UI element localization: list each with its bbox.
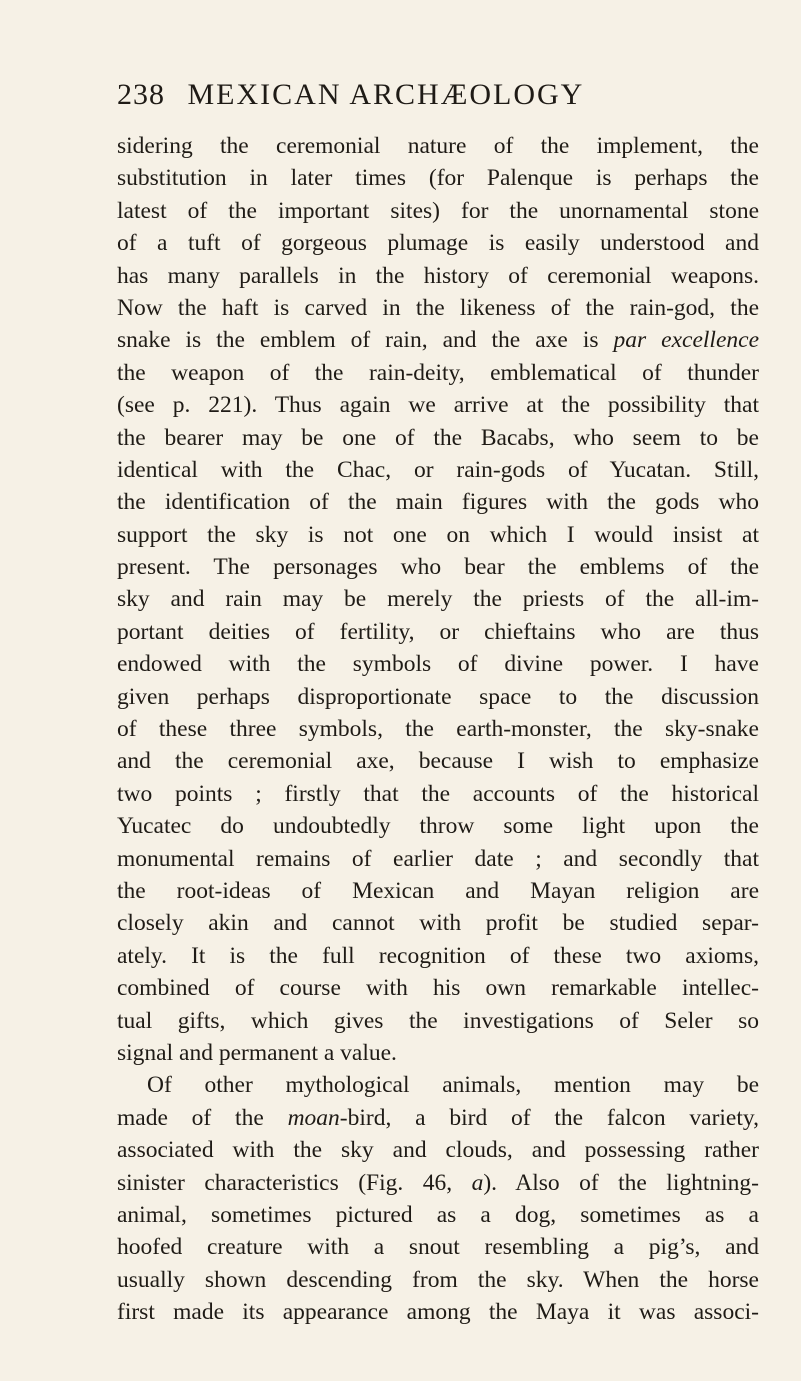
text-line: (see p. 221). Thus again we arrive at the possibility that (117, 392, 759, 419)
text-line: portant deities of fertility, or chieftains who are thus (117, 618, 759, 645)
text-line: monumental remains of earlier date ; and secondly that (117, 845, 759, 872)
text-run: sinister characteristics (Fig. 46, (117, 1169, 472, 1196)
text-line (117, 1167, 759, 1199)
text-line: of a tuft of gorgeous plumage is easily understood and (117, 230, 759, 257)
text-line: first made its appearance among the Maya it was associ- (117, 1299, 759, 1326)
text-line: sidering the ceremonial nature of the implement, the (117, 133, 759, 159)
text-line: the bearer may be one of the Bacabs, who seem to be (117, 424, 759, 451)
text-line: endowed with the symbols of divine power. I have (117, 651, 759, 678)
text-line: identical with the Chac, or rain-gods of Yucatan. Still, (117, 456, 759, 483)
text-line (117, 1102, 759, 1134)
text-line: substitution in later times (for Palenque is perhaps the (117, 165, 759, 192)
body-text (117, 130, 759, 1328)
text-line: two points ; firstly that the accounts of the historical (117, 780, 759, 807)
text-line: ately. It is the full recognition of these two axioms, (117, 942, 759, 969)
italic-phrase: par excellence (613, 327, 760, 354)
text-line: given perhaps disproportionate space to the discussion (117, 683, 759, 710)
text-line (117, 324, 759, 356)
text-line: associated with the sky and clouds, and possessing rather (117, 1137, 759, 1164)
text-line: present. The personages who bear the emblems of the (117, 554, 759, 581)
text-line: of these three symbols, the earth-monster, the sky-snake (117, 716, 759, 743)
text-line: combined of course with his own remarkable intellec- (117, 975, 759, 1002)
paragraph-end-line: signal and permanent a value. (117, 1039, 397, 1066)
text-line: the identification of the main figures with the gods who (117, 489, 759, 516)
text-line: the root-ideas of Mexican and Mayan religion are (117, 877, 759, 904)
text-line: hoofed creature with a snout resembling a pig’s, and (117, 1234, 759, 1261)
running-head (117, 78, 584, 112)
text-line: latest of the important sites) for the unornamental stone (117, 197, 759, 224)
text-line: and the ceremonial axe, because I wish to emphasize (117, 748, 759, 775)
text-run: -bird, a bird of the falcon variety, (339, 1104, 759, 1131)
text-line: animal, sometimes pictured as a dog, sometimes as a (117, 1201, 759, 1228)
text-run: made of the (117, 1104, 288, 1131)
text-line: has many parallels in the history of ceremonial weapons. (117, 262, 759, 289)
text-line: tual gifts, which gives the investigations of Seler so (117, 1007, 759, 1034)
header-title: MEXICAN ARCHÆOLOGY (187, 78, 585, 111)
text-run: snake is the emblem of rain, and the axe is (117, 327, 614, 354)
text-line: support the sky is not one on which I would insist at (117, 521, 759, 548)
paragraph-start-line: Of other mythological animals, mention may be (147, 1072, 759, 1099)
text-line: closely akin and cannot with profit be studied separ- (117, 910, 759, 937)
italic-letter: a (471, 1169, 484, 1196)
text-line: the weapon of the rain-deity, emblematical of thunder (117, 359, 759, 386)
text-line: Yucatec do undoubtedly throw some light upon the (117, 813, 759, 840)
italic-word: moan (287, 1104, 340, 1131)
text-line: Now the haft is carved in the likeness of the rain-god, the (117, 294, 759, 321)
text-run: ). Also of the lightning- (483, 1169, 760, 1196)
page-number: 238 (117, 78, 165, 111)
text-line: sky and rain may be merely the priests of the all-im- (117, 586, 759, 613)
text-line: usually shown descending from the sky. When the horse (117, 1266, 759, 1293)
